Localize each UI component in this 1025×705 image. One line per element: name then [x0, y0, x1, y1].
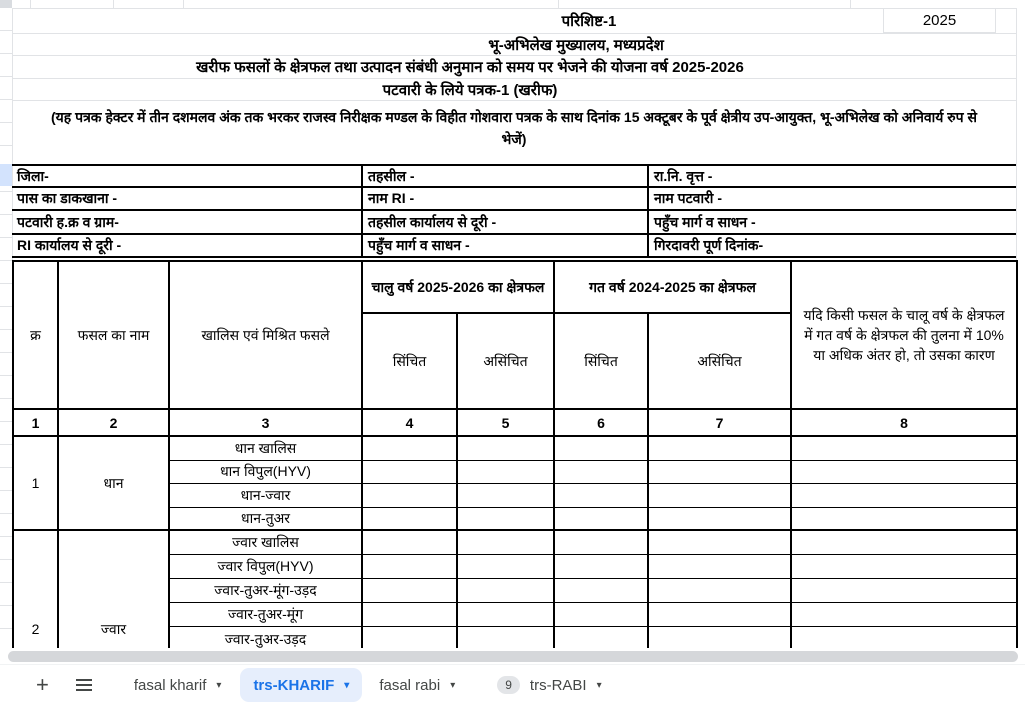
- gridline: [12, 8, 1016, 9]
- empty-cell[interactable]: [791, 436, 1017, 460]
- variety-cell[interactable]: धान-तुअर: [169, 507, 362, 530]
- empty-cell[interactable]: [648, 554, 791, 578]
- empty-cell[interactable]: [648, 483, 791, 507]
- field-access-route[interactable]: पहुँच मार्ग व साधन -: [647, 211, 1016, 233]
- field-post-office[interactable]: पास का डाकखाना -: [17, 190, 118, 206]
- empty-cell[interactable]: [554, 483, 648, 507]
- empty-cell[interactable]: [648, 507, 791, 530]
- empty-cell[interactable]: [554, 507, 648, 530]
- empty-cell[interactable]: [791, 460, 1017, 483]
- empty-cell[interactable]: [791, 507, 1017, 530]
- empty-cell[interactable]: [362, 602, 457, 626]
- chevron-down-icon[interactable]: ▾: [344, 679, 350, 691]
- gridline: [30, 0, 31, 8]
- col-number[interactable]: 1: [13, 409, 58, 436]
- gridline: [850, 0, 851, 8]
- empty-cell[interactable]: [648, 530, 791, 554]
- sheet-tab-label: trs-RABI: [529, 676, 587, 694]
- gridline: [113, 0, 114, 8]
- field-ri-circle[interactable]: रा.नि. वृत्त -: [647, 166, 1016, 186]
- sheet-tab-label: fasal kharif: [133, 676, 207, 694]
- empty-cell[interactable]: [457, 507, 554, 530]
- empty-cell[interactable]: [791, 578, 1017, 602]
- form-row: [12, 188, 1016, 211]
- empty-cell[interactable]: [362, 578, 457, 602]
- form-row: [12, 235, 1016, 258]
- empty-cell[interactable]: [362, 507, 457, 530]
- header-serial[interactable]: क्र: [13, 261, 58, 409]
- doc-title-appendix[interactable]: परिशिष्ट-1: [561, 13, 617, 30]
- gridline: [12, 100, 1016, 101]
- empty-cell[interactable]: [791, 602, 1017, 626]
- variety-cell[interactable]: ज्वार-तुअर-उड़द: [169, 626, 362, 648]
- field-ri-name[interactable]: नाम RI -: [361, 188, 647, 209]
- gridline: [558, 0, 559, 8]
- sheet-tab-fasal-rabi[interactable]: [366, 668, 468, 702]
- field-district[interactable]: जिला-: [17, 167, 49, 184]
- empty-cell[interactable]: [648, 626, 791, 648]
- empty-cell[interactable]: [457, 626, 554, 648]
- doc-title-office[interactable]: भू-अभिलेख मुख्यालय, मध्यप्रदेश: [488, 37, 664, 54]
- doc-title-patrak[interactable]: पटवारी के लिये पत्रक-1 (खरीफ): [382, 82, 558, 99]
- gridline: [183, 0, 184, 8]
- empty-cell[interactable]: [457, 483, 554, 507]
- header-irrigated-prev[interactable]: सिंचित: [554, 313, 648, 409]
- field-ri-distance[interactable]: RI कार्यालय से दूरी -: [17, 237, 122, 253]
- empty-cell[interactable]: [791, 626, 1017, 648]
- col-number[interactable]: 2: [58, 409, 169, 436]
- empty-cell[interactable]: [648, 436, 791, 460]
- col-number[interactable]: 5: [457, 409, 554, 436]
- empty-cell[interactable]: [457, 554, 554, 578]
- header-crop-name[interactable]: फसल का नाम: [58, 261, 169, 409]
- gridline: [12, 78, 1016, 79]
- variety-cell[interactable]: धान-ज्वार: [169, 483, 362, 507]
- crop-area-table: [12, 260, 1018, 648]
- field-patwari-halka[interactable]: पटवारी ह.क्र व ग्राम-: [17, 213, 119, 230]
- chevron-down-icon[interactable]: ▾: [450, 679, 456, 691]
- hamburger-icon: [76, 684, 92, 686]
- field-access-route-2[interactable]: पहुँच मार्ग व साधन -: [361, 235, 647, 256]
- empty-cell[interactable]: [648, 460, 791, 483]
- empty-cell[interactable]: [791, 554, 1017, 578]
- sheet-tab-fasal-kharif[interactable]: [121, 668, 235, 702]
- group-serial[interactable]: 1: [13, 436, 58, 530]
- gridline: [12, 33, 1016, 34]
- sheet-tab-trs-rabi[interactable]: [484, 668, 614, 702]
- col-number[interactable]: 4: [362, 409, 457, 436]
- empty-cell[interactable]: [554, 436, 648, 460]
- sheet-count-badge: 9: [497, 676, 520, 694]
- form-row: [12, 211, 1016, 235]
- empty-cell[interactable]: [362, 483, 457, 507]
- variety-cell[interactable]: ज्वार विपुल(HYV): [169, 554, 362, 578]
- empty-cell[interactable]: [648, 602, 791, 626]
- col-number[interactable]: 7: [648, 409, 791, 436]
- empty-cell[interactable]: [457, 602, 554, 626]
- field-tehsil[interactable]: तहसील -: [361, 166, 647, 186]
- empty-cell[interactable]: [362, 554, 457, 578]
- empty-cell[interactable]: [457, 530, 554, 554]
- header-pure-mixed[interactable]: खालिस एवं मिश्रित फसले: [169, 261, 362, 409]
- year-cell[interactable]: 2025: [883, 8, 996, 33]
- selected-row-gutter-highlight: [0, 164, 12, 186]
- empty-cell[interactable]: [554, 460, 648, 483]
- header-reason[interactable]: यदि किसी फसल के चालू वर्ष के क्षेत्रफल में गत वर्ष के क्षेत्रफल की तुलना में 10% या अधिक अंतर हो, तो उसका कारण: [791, 261, 1017, 409]
- empty-cell[interactable]: [457, 460, 554, 483]
- header-current-year-group[interactable]: चालु वर्ष 2025-2026 का क्षेत्रफल: [362, 261, 554, 313]
- variety-cell[interactable]: धान खालिस: [169, 436, 362, 460]
- empty-cell[interactable]: [362, 626, 457, 648]
- variety-cell[interactable]: धान विपुल(HYV): [169, 460, 362, 483]
- empty-cell[interactable]: [554, 554, 648, 578]
- gridline: [12, 55, 1016, 56]
- empty-cell[interactable]: [554, 626, 648, 648]
- header-irrigated-current[interactable]: सिंचित: [362, 313, 457, 409]
- variety-cell[interactable]: ज्वार-तुअर-मूंग-उड़द: [169, 578, 362, 602]
- form-fields: [12, 164, 1016, 258]
- grid-corner: [0, 0, 12, 8]
- empty-cell[interactable]: [362, 460, 457, 483]
- empty-cell[interactable]: [457, 578, 554, 602]
- instruction-note[interactable]: (यह पत्रक हेक्टर में तीन दशमलव अंक तक भरकर राजस्व निरीक्षक मण्डल के विहीत गोशवारा पत्रक के साथ दिनांक 15 अक्टूबर के पूर्व क्षेत्रीय उप-आयुक्त, भू-अभिलेख को अनिवार्य रुप से भेजें): [51, 109, 977, 148]
- group-serial[interactable]: 2: [13, 530, 58, 648]
- col-number[interactable]: 3: [169, 409, 362, 436]
- group-crop[interactable]: ज्वार: [58, 530, 169, 648]
- sheet-tab-label: trs-KHARIF: [253, 676, 335, 694]
- sheet-tab-trs-kharif-active[interactable]: [240, 668, 362, 702]
- field-patwari-name[interactable]: नाम पटवारी -: [647, 188, 1016, 209]
- empty-cell[interactable]: [362, 436, 457, 460]
- add-sheet-button[interactable]: +: [36, 672, 49, 697]
- header-prev-year-group[interactable]: गत वर्ष 2024-2025 का क्षेत्रफल: [554, 261, 791, 313]
- header-unirrigated-prev[interactable]: असिंचित: [648, 313, 791, 409]
- group-crop[interactable]: धान: [58, 436, 169, 530]
- col-number[interactable]: 6: [554, 409, 648, 436]
- field-girdawari-date[interactable]: गिरदावरी पूर्ण दिनांक-: [647, 235, 1016, 256]
- empty-cell[interactable]: [554, 602, 648, 626]
- form-row: [12, 166, 1016, 188]
- row-gutter: [0, 8, 12, 648]
- all-sheets-menu-button[interactable]: [75, 678, 93, 692]
- chevron-down-icon[interactable]: ▾: [596, 679, 602, 691]
- field-tehsil-distance[interactable]: तहसील कार्यालय से दूरी -: [361, 211, 647, 233]
- empty-cell[interactable]: [791, 483, 1017, 507]
- header-unirrigated-current[interactable]: असिंचित: [457, 313, 554, 409]
- chevron-down-icon[interactable]: ▾: [216, 679, 222, 691]
- empty-cell[interactable]: [791, 530, 1017, 554]
- doc-title-scheme[interactable]: खरीफ फसलों के क्षेत्रफल तथा उत्पादन संबंधी अनुमान को समय पर भेजने की योजना वर्ष 2025-2026: [196, 59, 744, 76]
- sheet-tab-bar: [0, 664, 1025, 705]
- horizontal-scrollbar[interactable]: [8, 651, 1018, 662]
- empty-cell[interactable]: [648, 578, 791, 602]
- variety-cell[interactable]: ज्वार खालिस: [169, 530, 362, 554]
- empty-cell[interactable]: [457, 436, 554, 460]
- col-number[interactable]: 8: [791, 409, 1017, 436]
- empty-cell[interactable]: [362, 530, 457, 554]
- empty-cell[interactable]: [554, 530, 648, 554]
- sheet-tab-label: fasal rabi: [379, 676, 441, 694]
- empty-cell[interactable]: [554, 578, 648, 602]
- variety-cell[interactable]: ज्वार-तुअर-मूंग: [169, 602, 362, 626]
